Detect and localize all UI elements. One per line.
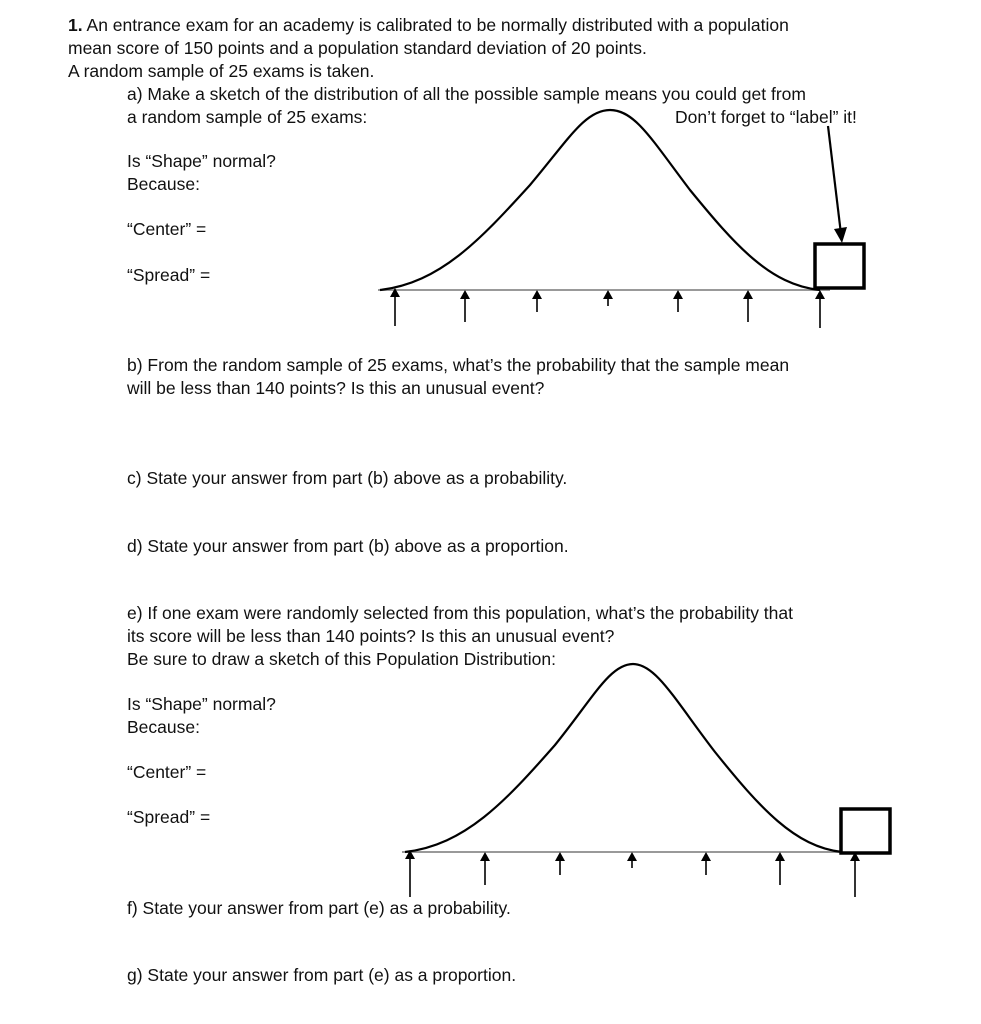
because-label-e: Because: xyxy=(127,717,200,737)
axis-label-box xyxy=(815,244,864,288)
spread-label-a: “Spread” = xyxy=(127,265,211,285)
part-a-line-2: a random sample of 25 exams: xyxy=(127,107,368,127)
tick-7-arrow-icon xyxy=(815,290,825,299)
part-c-line-1: c) State your answer from part (b) above as a probability. xyxy=(127,468,568,488)
tick-e-3-arrow-icon xyxy=(555,852,565,861)
part-e-line-1: e) If one exam were randomly selected from this population, what’s the probability that xyxy=(127,603,793,623)
bell-curve-e xyxy=(405,664,842,852)
tick-e-4-arrow-icon xyxy=(627,852,637,861)
because-label-a: Because: xyxy=(127,174,200,194)
tick-e-5-arrow-icon xyxy=(701,852,711,861)
shape-question-a: Is “Shape” normal? xyxy=(127,151,276,171)
tick-4-arrow-icon xyxy=(603,290,613,299)
spread-label-e: “Spread” = xyxy=(127,807,211,827)
tick-3-arrow-icon xyxy=(532,290,542,299)
label-pointer-arrow-icon xyxy=(834,227,847,243)
part-b-line-1: b) From the random sample of 25 exams, what’s the probability that the sample mean xyxy=(127,355,790,375)
tick-e-2-arrow-icon xyxy=(480,852,490,861)
problem-line-2: mean score of 150 points and a population standard deviation of 20 points. xyxy=(68,38,647,58)
shape-question-e: Is “Shape” normal? xyxy=(127,694,276,714)
tick-2-arrow-icon xyxy=(460,290,470,299)
part-b-line-2: will be less than 140 points? Is this an unusual event? xyxy=(127,378,545,398)
tick-marks-e xyxy=(405,850,860,897)
problem-line-3: A random sample of 25 exams is taken. xyxy=(68,61,375,81)
center-label-a: “Center” = xyxy=(127,219,207,239)
part-e-line-2: its score will be less than 140 points? Is this an unusual event? xyxy=(127,626,615,646)
part-f-line-1: f) State your answer from part (e) as a probability. xyxy=(127,898,511,918)
problem-text-1: An entrance exam for an academy is calibrated to be normally distributed with a population xyxy=(86,15,789,35)
tick-marks xyxy=(390,288,825,328)
part-a-line-1: a) Make a sketch of the distribution of all the possible sample means you could get from xyxy=(127,84,806,104)
bell-curve xyxy=(380,110,820,290)
tick-6-arrow-icon xyxy=(743,290,753,299)
problem-number: 1. xyxy=(68,15,83,35)
center-label-e: “Center” = xyxy=(127,762,207,782)
label-pointer-line xyxy=(828,126,841,234)
part-g-line-1: g) State your answer from part (e) as a proportion. xyxy=(127,965,517,985)
tick-5-arrow-icon xyxy=(673,290,683,299)
axis-label-box-e xyxy=(841,809,890,853)
label-reminder: Don’t forget to “label” it! xyxy=(675,107,857,127)
part-e-line-3: Be sure to draw a sketch of this Population Distribution: xyxy=(127,649,556,669)
part-d-line-1: d) State your answer from part (b) above as a proportion. xyxy=(127,536,569,556)
tick-e-6-arrow-icon xyxy=(775,852,785,861)
